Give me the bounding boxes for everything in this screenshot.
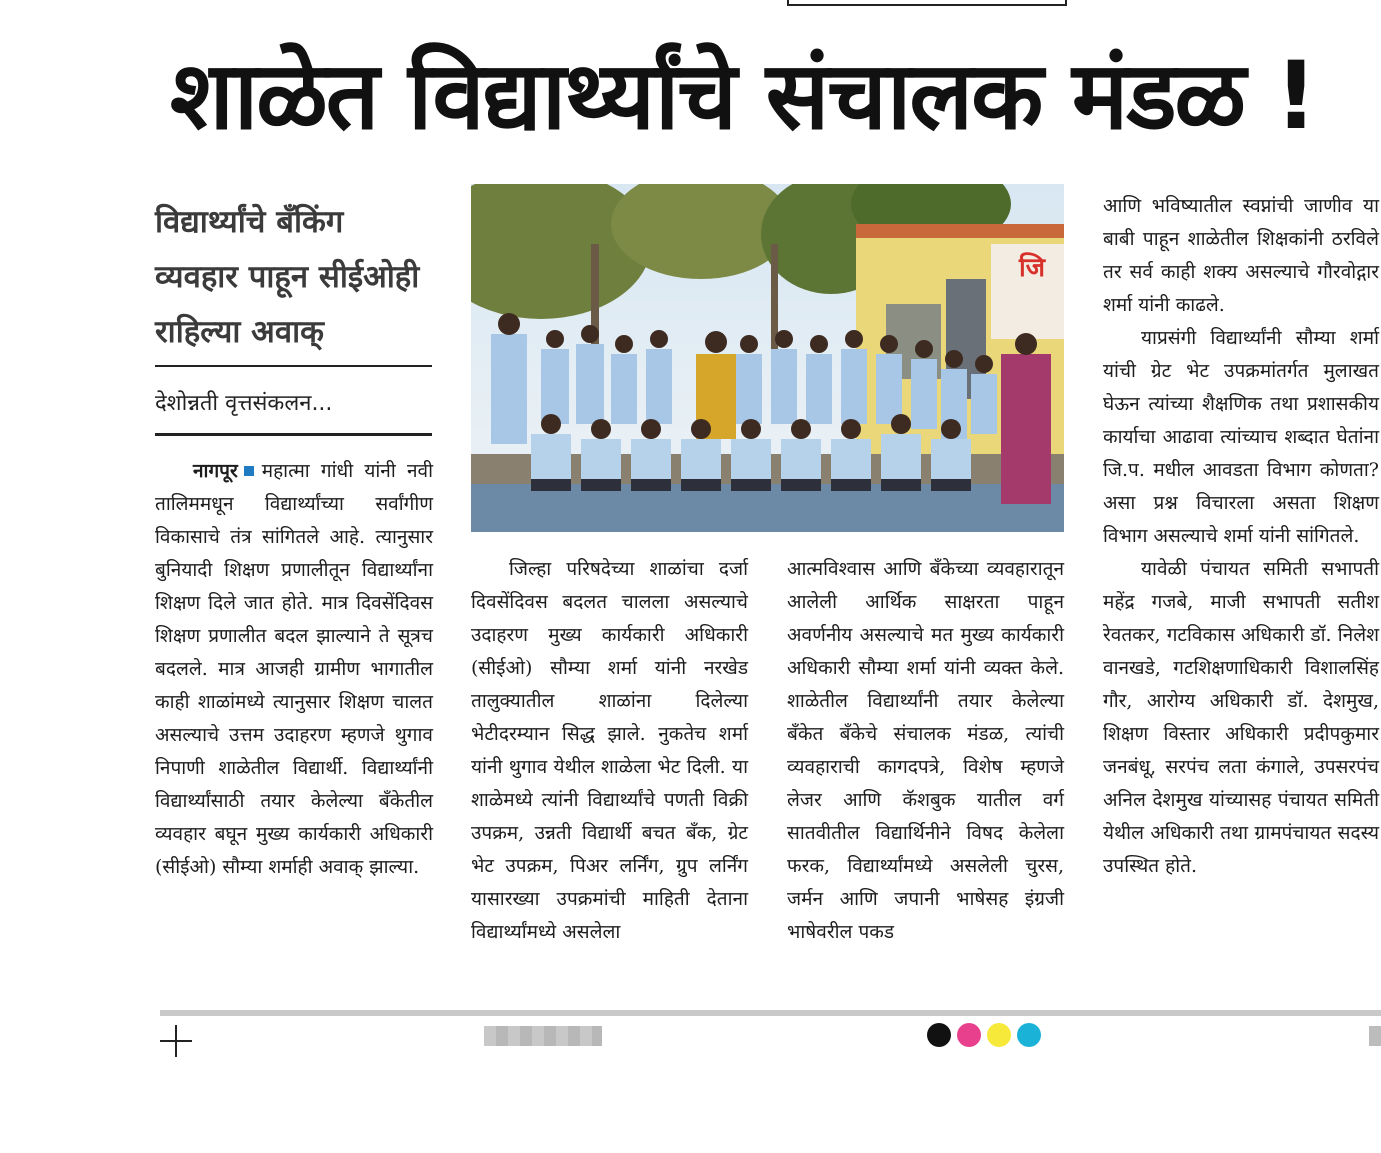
yellow-registration-dot <box>987 1023 1011 1047</box>
bottom-rule <box>160 1010 1381 1016</box>
black-registration-dot <box>927 1023 951 1047</box>
article-column-1 <box>155 455 433 884</box>
byline: देशोन्नती वृत्तसंकलन... <box>155 391 333 416</box>
dateline-bullet-icon <box>244 466 254 476</box>
article-column-2 <box>471 553 748 949</box>
magenta-registration-dot <box>957 1023 981 1047</box>
top-frame-box <box>787 0 1067 6</box>
dateline: नागपूर <box>193 460 238 482</box>
subhead-divider <box>155 365 432 367</box>
column-1-text: महात्मा गांधी यांनी नवी तालिममधून विद्यार्थ्यांच्या सर्वांगीण विकासाचे तंत्र सांगितले आहे. त्यानुसार बुनियादी शिक्षण प्रणालीतून विद्यार्थ्यांना शिक्षण दिले जात होते. मात्र दिवसेंदिवस शिक्षण प्रणालीत बदल झाल्याने ते सूत्रच बदलले. मात्र आजही ग्रामीण भागातील काही शाळांमध्ये त्यानुसार शिक्षण चालत असल्याचे उत्तम उदाहरण म्हणजे थुगाव निपाणी शाळेतील विद्यार्थी. विद्यार्थ्यांनी विद्यार्थ्यांसाठी तयार केलेल्या बँकेतील व्यवहार बघून मुख्य कार्यकारी अधिकारी (सीईओ) सौम्या शर्माही अवाक् झाल्या. <box>155 460 433 878</box>
edge-registration-box <box>1369 1026 1381 1046</box>
column-4-paragraph-2: याप्रसंगी विद्यार्थ्यांनी सौम्या शर्मा यांची ग्रेट भेट उपक्रमांतर्गत मुलाखत घेऊन त्यांच्या शैक्षणिक तथा प्रशासकीय कार्याचा आढावा त्यांच्याच शब्दात घेतांना जि.प. मधील आवडता विभाग कोणता? असा प्रश्न विचारला असता शिक्षण विभाग असल्याचे शर्मा यांनी सांगितले. <box>1103 327 1379 547</box>
crosshair-register-icon <box>160 1025 192 1057</box>
column-3-text: आत्मविश्वास आणि बँकेच्या व्यवहारातून आलेली आर्थिक साक्षरता पाहून अवर्णनीय असल्याचे मत मुख्य कार्यकारी अधिकारी सौम्या शर्मा यांनी व्यक्त केले. शाळेतील विद्यार्थ्यांनी तयार केलेल्या बँकेत बँकेचे संचालक मंडळ, त्यांची व्यवहाराची कागदपत्रे, विशेष म्हणजे लेजर आणि कॅशबुक यातील वर्ग सातवीतील विद्यार्थिनीने विषद केलेला फरक, विद्यार्थ्यांमध्ये असलेली चुरस, जर्मन आणि जपानी भाषेसह इंग्रजी भाषेवरील पकड <box>787 558 1064 943</box>
subheadline: विद्यार्थ्यांचे बँकिंग व्यवहार पाहून सीईओही राहिल्या अवाक् <box>155 204 420 350</box>
byline-divider <box>155 433 432 436</box>
article-column-4 <box>1103 190 1379 883</box>
column-4-paragraph-1: आणि भविष्यातील स्वप्नांची जाणीव या बाबी पाहून शाळेतील शिक्षकांनी ठरविले तर सर्व काही शक्य असल्याचे गौरवोद्गार शर्मा यांनी काढले. <box>1103 195 1379 316</box>
photo-sign-text: जि <box>1019 253 1046 283</box>
column-2-text: जिल्हा परिषदेच्या शाळांचा दर्जा दिवसेंदिवस बदलत चालला असल्याचे उदाहरण मुख्य कार्यकारी अधिकारी (सीईओ) सौम्या शर्मा यांनी नरखेड तालुक्यातील शाळांना दिलेल्या भेटीदरम्यान सिद्ध झाले. नुकतेच शर्मा यांनी थुगाव येथील शाळेला भेट दिली. या शाळेमध्ये त्यांनी विद्यार्थ्यांचे पणती विक्री उपक्रम, उन्नती विद्यार्थी बचत बँक, ग्रेट भेट उपक्रम, पिअर लर्निंग, ग्रुप लर्निंग यासारख्या उपक्रमांची माहिती देताना विद्यार्थ्यांमध्ये असलेला <box>471 558 748 943</box>
gray-registration-bar <box>484 1026 602 1046</box>
cyan-registration-dot <box>1017 1023 1041 1047</box>
students-group-photo <box>471 184 1064 532</box>
news-photo <box>471 184 1064 532</box>
headline: शाळेत विद्यार्थ्यांचे संचालक मंडळ ! <box>170 42 1316 151</box>
article-column-3 <box>787 553 1064 949</box>
column-4-paragraph-3: यावेळी पंचायत समिती सभापती महेंद्र गजबे, माजी सभापती सतीश रेवतकर, गटविकास अधिकारी डॉ. निलेश वानखडे, गटशिक्षणाधिकारी विशालसिंह गौर, आरोग्य अधिकारी डॉ. देशमुख, शिक्षण विस्तार अधिकारी प्रदीपकुमार जनबंधू, सरपंच लता कंगाले, उपसरपंच अनिल देशमुख यांच्यासह पंचायत समिती येथील अधिकारी तथा ग्रामपंचायत सदस्य उपस्थित होते. <box>1103 558 1379 877</box>
